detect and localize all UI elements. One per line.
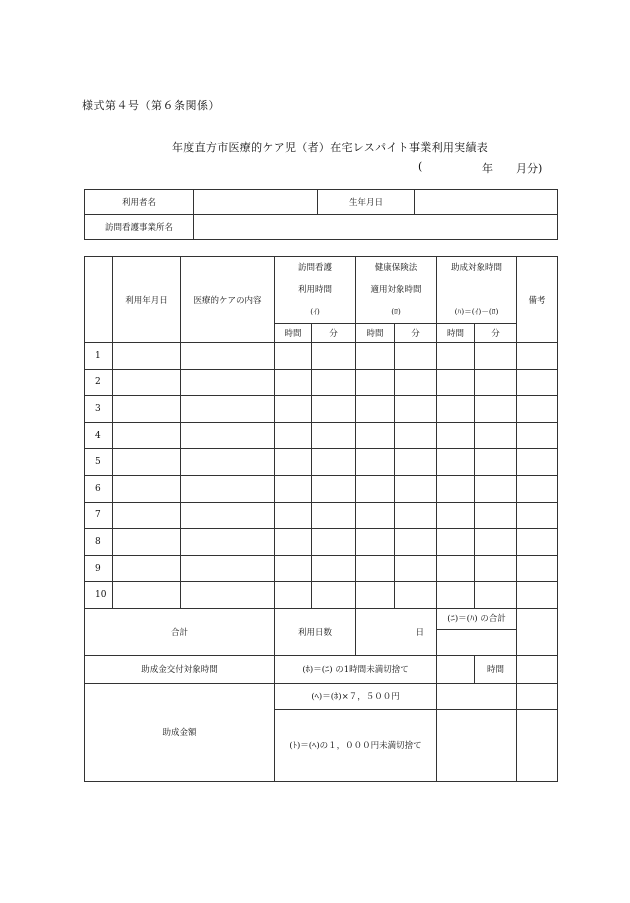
table-row <box>85 555 558 582</box>
nursing-header-line2: 利用時間 <box>298 285 333 295</box>
usage-days-field[interactable]: 日 <box>356 608 437 655</box>
insurance-header-line1: 健康保険法 <box>374 263 418 273</box>
cell[interactable] <box>113 449 181 476</box>
amount-he-field[interactable] <box>437 683 517 709</box>
nursing-hours-subheader: 時間 <box>275 324 312 343</box>
cell[interactable] <box>312 369 356 396</box>
cell[interactable] <box>181 582 275 609</box>
cell[interactable] <box>312 396 356 423</box>
payment-hours-label: 助成金交付対象時間 <box>85 655 275 683</box>
cell[interactable] <box>275 475 312 502</box>
cell[interactable] <box>395 449 437 476</box>
cell[interactable] <box>113 422 181 449</box>
table-row <box>85 502 558 529</box>
cell[interactable] <box>356 449 395 476</box>
cell[interactable] <box>356 502 395 529</box>
cell[interactable] <box>475 369 517 396</box>
subsidy-total-cell[interactable] <box>437 608 517 655</box>
usage-days-label: 利用日数 <box>275 608 356 655</box>
cell[interactable] <box>312 475 356 502</box>
amount-remarks-cell-2[interactable] <box>517 709 558 781</box>
cell[interactable] <box>475 529 517 556</box>
cell[interactable] <box>475 422 517 449</box>
cell[interactable] <box>312 582 356 609</box>
subsidy-header-formula: (ﾊ)＝(ｲ)－(ﾛ) <box>454 307 499 316</box>
birth-date-field[interactable] <box>415 190 558 215</box>
cell[interactable] <box>356 343 395 370</box>
table-row <box>85 369 558 396</box>
subsidy-header-line1: 助成対象時間 <box>451 263 503 273</box>
cell[interactable] <box>356 369 395 396</box>
cell[interactable] <box>275 422 312 449</box>
payment-hours-formula: (ﾎ)＝(ﾆ) の1時間未満切捨て <box>275 655 437 683</box>
form-number: 様式第４号（第６条関係） <box>82 99 220 112</box>
insurance-header-mark: (ﾛ) <box>391 307 401 316</box>
cell[interactable] <box>517 422 558 449</box>
row-number: 4 <box>85 422 113 449</box>
cell[interactable] <box>395 555 437 582</box>
table-row <box>85 475 558 502</box>
user-name-row <box>85 190 558 215</box>
cell[interactable] <box>437 422 475 449</box>
nursing-hours-header <box>275 257 356 324</box>
table-row <box>85 582 558 609</box>
cell[interactable] <box>517 582 558 609</box>
table-row <box>85 396 558 423</box>
cell[interactable] <box>475 582 517 609</box>
payment-hours-row <box>85 655 558 683</box>
cell[interactable] <box>517 343 558 370</box>
cell[interactable] <box>517 555 558 582</box>
cell[interactable] <box>517 369 558 396</box>
cell[interactable] <box>356 475 395 502</box>
cell[interactable] <box>181 369 275 396</box>
cell[interactable] <box>356 529 395 556</box>
amount-row <box>85 683 558 709</box>
nursing-minutes-subheader: 分 <box>312 324 356 343</box>
total-label: 合計 <box>85 608 275 655</box>
cell[interactable] <box>475 396 517 423</box>
insurance-minutes-subheader: 分 <box>395 324 437 343</box>
cell[interactable] <box>181 422 275 449</box>
row-number: 7 <box>85 502 113 529</box>
cell[interactable] <box>275 449 312 476</box>
nursing-header-line1: 訪問看護 <box>298 263 333 273</box>
cell[interactable] <box>395 529 437 556</box>
row-number: 6 <box>85 475 113 502</box>
cell[interactable] <box>517 475 558 502</box>
cell[interactable] <box>312 343 356 370</box>
cell[interactable] <box>395 422 437 449</box>
care-content-header: 医療的ケアの内容 <box>181 257 275 343</box>
row-number-header <box>85 257 113 343</box>
cell[interactable] <box>181 449 275 476</box>
subsidy-total-label: (ﾆ)＝(ﾊ) の合計 <box>437 609 516 630</box>
cell[interactable] <box>395 582 437 609</box>
totals-row <box>85 608 558 655</box>
agency-label: 訪問看護事業所名 <box>85 215 194 240</box>
cell[interactable] <box>113 529 181 556</box>
period-month-label: 月分) <box>516 162 543 175</box>
cell[interactable] <box>437 343 475 370</box>
cell[interactable] <box>113 396 181 423</box>
usage-record-table <box>84 256 558 782</box>
cell[interactable] <box>312 529 356 556</box>
agency-row <box>85 215 558 240</box>
amount-formula-to: (ﾄ)＝(ﾍ)の１，０００円未満切捨て <box>275 709 437 781</box>
cell[interactable] <box>437 369 475 396</box>
cell[interactable] <box>395 343 437 370</box>
remarks-header: 備考 <box>517 257 558 343</box>
cell[interactable] <box>356 396 395 423</box>
cell[interactable] <box>113 582 181 609</box>
cell[interactable] <box>475 475 517 502</box>
amount-to-field[interactable] <box>437 709 517 781</box>
payment-remarks-cell[interactable] <box>517 655 558 683</box>
period-year-label: 年 <box>482 162 493 175</box>
table-row <box>85 529 558 556</box>
cell[interactable] <box>181 555 275 582</box>
cell[interactable] <box>181 396 275 423</box>
cell[interactable] <box>356 422 395 449</box>
cell[interactable] <box>437 396 475 423</box>
row-number: 10 <box>85 582 113 609</box>
cell[interactable] <box>181 529 275 556</box>
row-number: 3 <box>85 396 113 423</box>
table-row <box>85 422 558 449</box>
period-line <box>416 160 544 176</box>
subsidy-minutes-subheader: 分 <box>475 324 517 343</box>
cell[interactable] <box>181 502 275 529</box>
payment-hours-field[interactable] <box>437 655 475 683</box>
insurance-hours-header <box>356 257 437 324</box>
cell[interactable] <box>275 343 312 370</box>
cell[interactable] <box>113 343 181 370</box>
cell[interactable] <box>275 555 312 582</box>
user-name-field[interactable] <box>194 190 318 215</box>
cell[interactable] <box>437 502 475 529</box>
cell[interactable] <box>181 475 275 502</box>
user-name-label: 利用者名 <box>85 190 194 215</box>
subsidy-header-line2 <box>437 279 516 301</box>
user-info-table <box>84 189 558 240</box>
cell[interactable] <box>517 396 558 423</box>
cell[interactable] <box>475 555 517 582</box>
nursing-header-mark: (ｲ) <box>310 307 320 316</box>
cell[interactable] <box>517 529 558 556</box>
amount-remarks-cell-1[interactable] <box>517 683 558 709</box>
agency-field[interactable] <box>194 215 558 240</box>
cell[interactable] <box>437 582 475 609</box>
row-number: 5 <box>85 449 113 476</box>
cell[interactable] <box>395 396 437 423</box>
payment-hours-unit: 時間 <box>475 655 517 683</box>
cell[interactable] <box>275 369 312 396</box>
cell[interactable] <box>113 502 181 529</box>
cell[interactable] <box>437 475 475 502</box>
subsidy-amount-label: 助成金額 <box>85 683 275 781</box>
table-row <box>85 449 558 476</box>
insurance-hours-subheader: 時間 <box>356 324 395 343</box>
table-row <box>85 343 558 370</box>
document-title: 年度直方市医療的ケア児（者）在宅レスパイト事業利用実績表 <box>172 141 489 154</box>
cell[interactable] <box>517 449 558 476</box>
cell[interactable] <box>113 369 181 396</box>
subsidy-hours-header <box>437 257 517 324</box>
insurance-header-line2: 適用対象時間 <box>370 285 422 295</box>
cell[interactable] <box>395 502 437 529</box>
cell[interactable] <box>275 582 312 609</box>
cell[interactable] <box>395 369 437 396</box>
cell[interactable] <box>275 502 312 529</box>
cell[interactable] <box>312 449 356 476</box>
birth-date-label: 生年月日 <box>318 190 415 215</box>
row-number: 1 <box>85 343 113 370</box>
cell[interactable] <box>356 582 395 609</box>
cell[interactable] <box>475 449 517 476</box>
subsidy-hours-subheader: 時間 <box>437 324 475 343</box>
cell[interactable] <box>395 475 437 502</box>
cell[interactable] <box>312 422 356 449</box>
row-number: 8 <box>85 529 113 556</box>
cell[interactable] <box>517 502 558 529</box>
cell[interactable] <box>275 396 312 423</box>
cell[interactable] <box>437 449 475 476</box>
cell[interactable] <box>356 555 395 582</box>
cell[interactable] <box>312 555 356 582</box>
cell[interactable] <box>475 343 517 370</box>
cell[interactable] <box>437 529 475 556</box>
cell[interactable] <box>437 555 475 582</box>
header-row <box>85 257 558 324</box>
cell[interactable] <box>475 502 517 529</box>
cell[interactable] <box>312 502 356 529</box>
totals-remarks-cell[interactable] <box>517 608 558 655</box>
amount-formula-he: (ﾍ)＝(ﾎ)×７，５００円 <box>275 683 437 709</box>
cell[interactable] <box>275 529 312 556</box>
cell[interactable] <box>113 475 181 502</box>
usage-date-header: 利用年月日 <box>113 257 181 343</box>
cell[interactable] <box>181 343 275 370</box>
cell[interactable] <box>113 555 181 582</box>
row-number: 9 <box>85 555 113 582</box>
period-open-paren: ( <box>418 160 423 173</box>
row-number: 2 <box>85 369 113 396</box>
